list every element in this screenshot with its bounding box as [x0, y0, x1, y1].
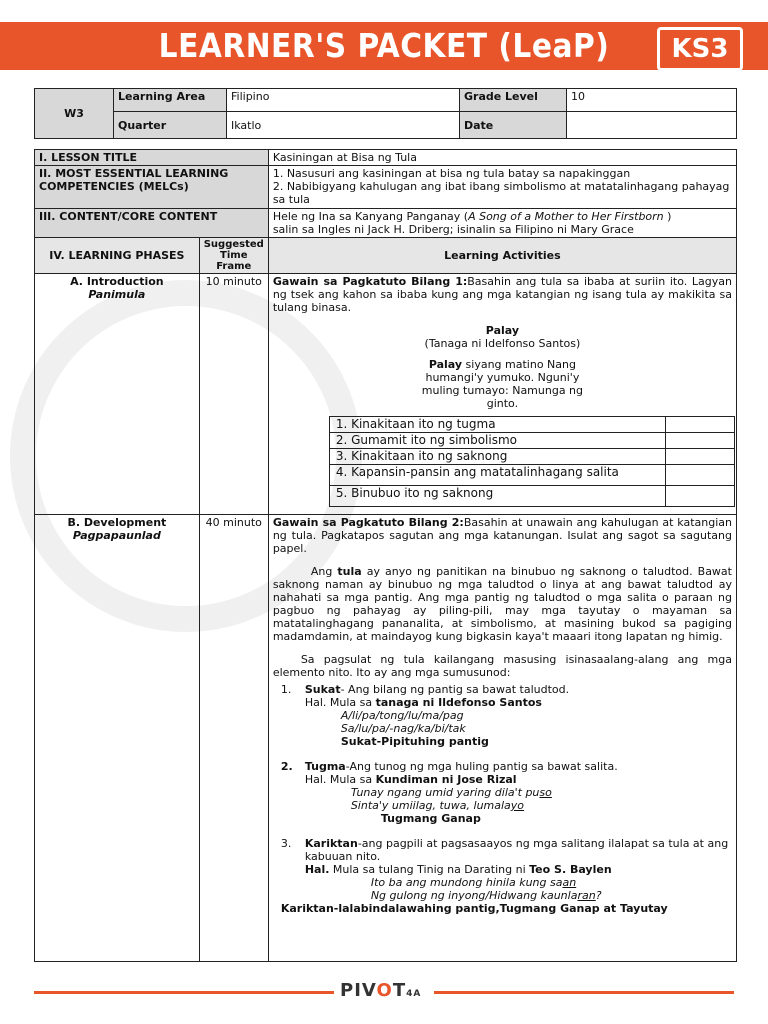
- checklist-item: 1. Kinakitaan ito ng tugma: [329, 417, 665, 433]
- melc-item: 1. Nasusuri ang kasiningan at bisa ng tula batay sa napakinggan: [272, 167, 631, 180]
- checkbox[interactable]: [665, 449, 734, 465]
- phase-header: IV. LEARNING PHASES: [35, 238, 200, 274]
- ks3-badge: KS3: [657, 27, 743, 71]
- melc-label: II. MOST ESSENTIAL LEARNING COMPETENCIES (MELCs): [35, 166, 269, 209]
- lesson-table: [34, 149, 737, 962]
- development-activity: Gawain sa Pagkatuto Bilang 2:Basahin at unawain ang kahulugan at katangian ng tula. Pagkatapos sagutan ang mga katanungan. Isulat ang sagot sa sagutang papel. Ang tula ay anyo ng panitikan na binubuo ng saknong o taludtod. Bawat saknong naman ay binubuo ng mga taludtod o linya at ang bawat taludtod ay nahahati sa mga pantig. Ang mga pantig ng taludtod o mga salita o paraan ng pagbuo ng pahayag ay piling-pili, may mga tayutay o mayaman sa matatalinghagang pananalita, at simbolismo, at masining bukod sa pagiging madamdamin, at maindayog kung bigkasin kaya't maaari itong lapatan ng himig. Sa pagsulat ng tula kailangang masusing isinasaalang-alang ang mga elemento nito. Ito ay ang mga sumusunod: 1. Sukat- Ang bilang ng pantig sa bawat taludtod. Hal. Mula sa tanaga ni Ildefonso Santos A/li/pa/tong/lu/ma/pag Sa/lu/pa/-nag/ka/bi/tak Sukat-Pipituhing pantig 2. Tugma-Ang tunog ng mga huling pantig sa bawat salita. Hal. Mula sa Kundiman ni Jose Rizal Tunay ngang umid yaring dila't puso Sinta'y umiilag, tuwa, lumalayo Tugmang Ganap 3. Kariktan-ang pagpili at pagsasaayos ng mga salitang ilalapat sa tula at ang kabuuan nito. Hal. Mula sa tulang Tinig na Darating ni Teo S. Baylen Ito ba ang mundong hinila kung saan Ng gulong ng inyong/Hidwang kaunlaran? Kariktan-lalabindalawahing pantig,Tugmang Ganap at Tayutay: [268, 515, 736, 962]
- checkbox[interactable]: [665, 417, 734, 433]
- checklist-item: 4. Kapansin-pansin ang matatalinhagang salita: [329, 465, 665, 486]
- content-label: III. CONTENT/CORE CONTENT: [35, 209, 269, 238]
- checkbox[interactable]: [665, 465, 734, 486]
- grade-level-label: Grade Level: [460, 89, 567, 112]
- melc-item: 2. Nabibigyang kahulugan ang ibat ibang simbolismo at matatalinhagang pahayag sa tula: [272, 180, 730, 206]
- header-table: [34, 88, 737, 139]
- lesson-title: Kasiningan at Bisa ng Tula: [268, 150, 736, 166]
- checkbox[interactable]: [665, 433, 734, 449]
- learning-area-value: Filipino: [227, 89, 460, 112]
- poem-author: (Tanaga ni Idelfonso Santos): [424, 337, 581, 350]
- melc-list: [268, 166, 736, 209]
- intro-phase: A. Introduction Panimula: [35, 274, 200, 515]
- intro-activity: Gawain sa Pagkatuto Bilang 1:Basahin ang tula sa ibaba at suriin ito. Lagyan ng tsek ang kahon sa ibaba kung ang mga katangian ng isang tula ay makikita sa tulang binasa. Palay (Tanaga ni Idelfonso Santos) Palay siyang matino Nang humangi'y yumuko. Nguni'y muling tumayo: Namunga ng ginto. 1. Kinakitaan ito ng tugma 2. Gumamit ito ng simbolismo 3. Kinakitaan ito ng saknong 4. Kapansin-pansin ang matatalinhagang salita 5. Binubuo ito ng saknong: [268, 274, 736, 515]
- development-phase: B. Development Pagpapaunlad: [35, 515, 200, 962]
- quarter-label: Quarter: [114, 112, 227, 139]
- checklist-item: 2. Gumamit ito ng simbolismo: [329, 433, 665, 449]
- footer-line-right: [434, 991, 734, 994]
- checklist-item: 5. Binubuo ito ng saknong: [329, 486, 665, 507]
- banner: [0, 0, 768, 78]
- time-header: Suggested Time Frame: [199, 238, 268, 274]
- learning-area-label: Learning Area: [114, 89, 227, 112]
- date-label: Date: [460, 112, 567, 139]
- quarter-value: Ikatlo: [227, 112, 460, 139]
- footer-line-left: [34, 991, 334, 994]
- date-value[interactable]: [567, 112, 737, 139]
- banner-title: LEARNER'S PACKET (LeaP): [158, 26, 610, 65]
- content-text: Hele ng Ina sa Kanyang Panganay (A Song of a Mother to Her Firstborn ) salin sa Ingles ni Jack H. Driberg; isinalin sa Filipino ni Mary Grace: [268, 209, 736, 238]
- poem-body: Palay siyang matino Nang humangi'y yumuko. Nguni'y muling tumayo: Namunga ng ginto.: [421, 358, 584, 410]
- checklist-table: [329, 416, 735, 507]
- poem-title: Palay: [485, 324, 520, 337]
- pivot-logo: PIVOT4A: [340, 980, 422, 1001]
- week-label: W3: [35, 89, 114, 139]
- development-time: 40 minuto: [199, 515, 268, 962]
- activities-header: Learning Activities: [268, 238, 736, 274]
- lesson-title-label: I. LESSON TITLE: [35, 150, 269, 166]
- checkbox[interactable]: [665, 486, 734, 507]
- grade-level-value: 10: [567, 89, 737, 112]
- intro-time: 10 minuto: [199, 274, 268, 515]
- checklist-item: 3. Kinakitaan ito ng saknong: [329, 449, 665, 465]
